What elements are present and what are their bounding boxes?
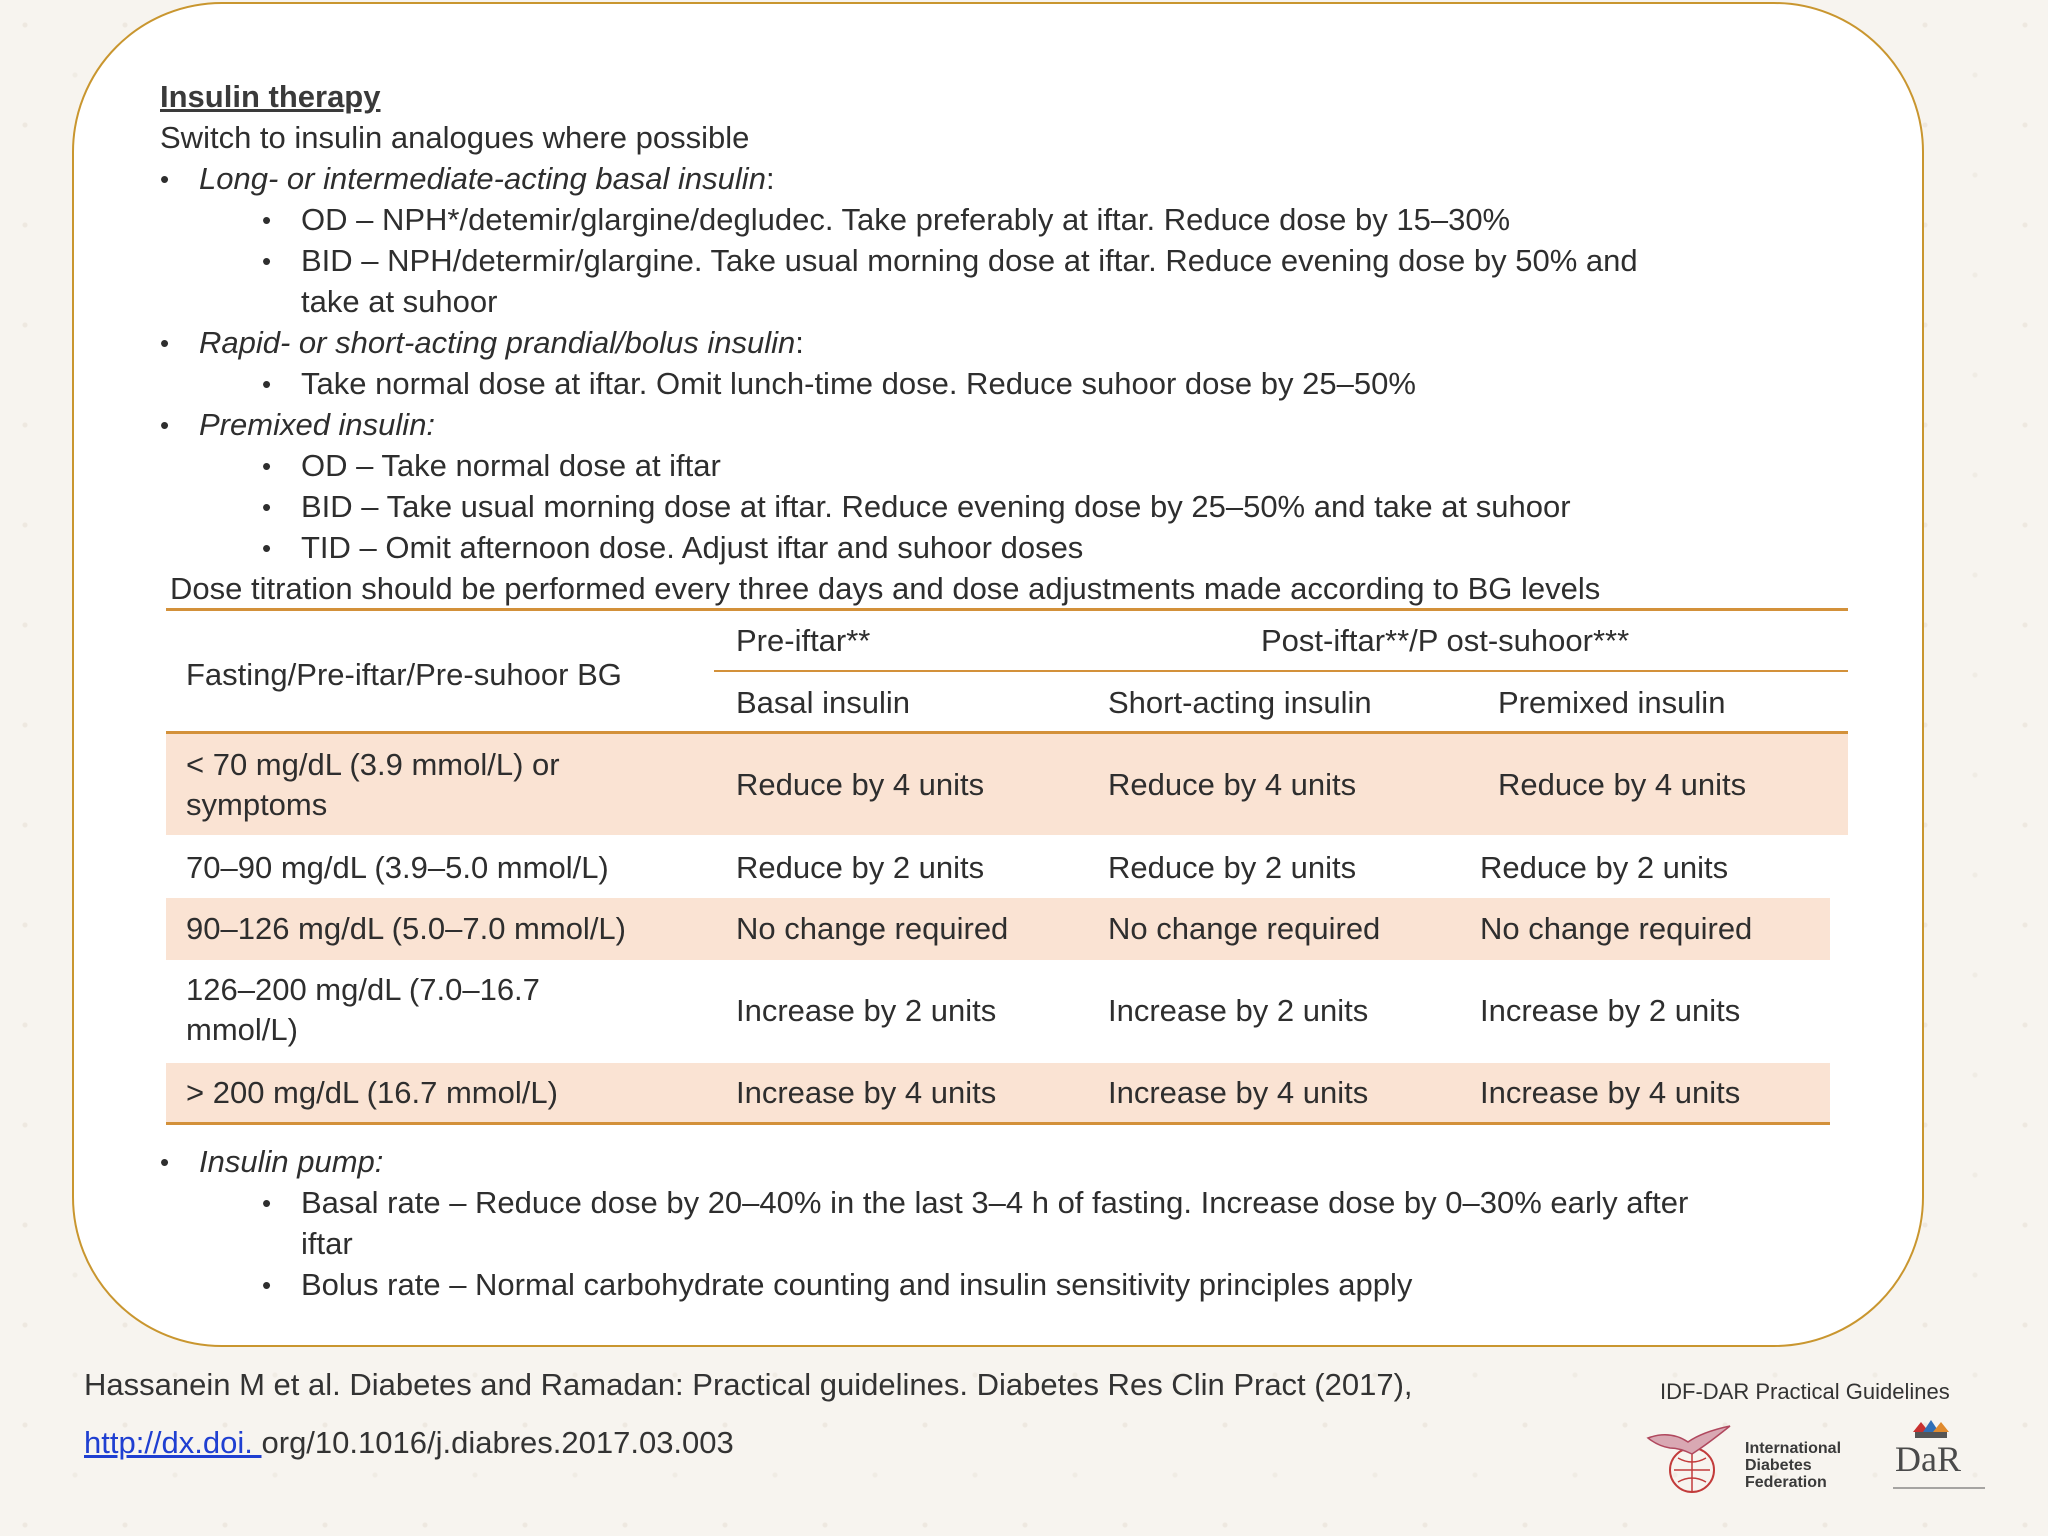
idf-bird-logo [1640, 1420, 1740, 1500]
titration-note: Dose titration should be performed every three days and dose adjustments made according to BG levels [170, 571, 1601, 606]
dar-logo [1885, 1418, 1995, 1498]
row2-premixed: Reduce by 2 units [1480, 850, 1729, 885]
bullet: • [160, 164, 170, 194]
pump-heading: Insulin pump: [199, 1144, 384, 1179]
premixed-item-od: OD – Take normal dose at iftar [301, 448, 721, 483]
pump-item-bolus: Bolus rate – Normal carbohydrate counting and insulin sensitivity principles apply [301, 1267, 1413, 1302]
row5-short: Increase by 4 units [1108, 1075, 1369, 1110]
header-post-iftar: Post-iftar**/P ost-suhoor*** [1261, 623, 1630, 658]
row4-premixed: Increase by 2 units [1480, 993, 1741, 1028]
subheader-short: Short-acting insulin [1108, 685, 1372, 720]
row2-basal: Reduce by 2 units [736, 850, 985, 885]
pump-item-basal-cont: iftar [301, 1226, 353, 1261]
pump-item-basal: Basal rate – Reduce dose by 20–40% in the last 3–4 h of fasting. Increase dose by 0–30% early after [301, 1185, 1689, 1220]
bullet: • [160, 410, 170, 440]
table-rule-bottom [166, 1122, 1830, 1125]
table-rule-sub [714, 670, 1848, 672]
row4-bg-line2: mmol/L) [186, 1012, 298, 1047]
prandial-item: Take normal dose at iftar. Omit lunch-time dose. Reduce suhoor dose by 25–50% [301, 366, 1416, 401]
header-pre-iftar: Pre-iftar** [736, 623, 871, 658]
premixed-item-bid: BID – Take usual morning dose at iftar. Reduce evening dose by 25–50% and take at suhoor [301, 489, 1571, 524]
row3-short: No change required [1108, 911, 1381, 946]
row1-bg-line1: < 70 mg/dL (3.9 mmol/L) or [186, 747, 560, 782]
citation-line1: Hassanein M et al. Diabetes and Ramadan: Practical guidelines. Diabetes Res Clin Pract (2017), [84, 1367, 1413, 1402]
basal-item-od: OD – NPH*/detemir/glargine/degludec. Take preferably at iftar. Reduce dose by 15–30% [301, 202, 1511, 237]
row1-bg-line2: symptoms [186, 787, 328, 822]
dar-wordmark: DaR [1895, 1439, 1961, 1479]
row4-short: Increase by 2 units [1108, 993, 1369, 1028]
bullet: • [262, 492, 272, 522]
subheader-basal: Basal insulin [736, 685, 911, 720]
row2-short: Reduce by 2 units [1108, 850, 1357, 885]
table-rule-top [166, 608, 1848, 611]
bullet: • [262, 205, 272, 235]
citation-line2: http://dx.doi. org/10.1016/j.diabres.2017.03.003 [84, 1425, 734, 1460]
row1-short: Reduce by 4 units [1108, 767, 1357, 802]
idf-wordmark: International Diabetes Federation [1745, 1440, 1842, 1491]
row3-basal: No change required [736, 911, 1009, 946]
header-bg: Fasting/Pre-iftar/Pre-suhoor BG [186, 657, 622, 692]
row2-bg: 70–90 mg/dL (3.9–5.0 mmol/L) [186, 850, 609, 885]
subheader-premixed: Premixed insulin [1498, 685, 1726, 720]
basal-item-bid: BID – NPH/determir/glargine. Take usual morning dose at iftar. Reduce evening dose by 50% and [301, 243, 1638, 278]
bullet: • [160, 328, 170, 358]
row3-premixed: No change required [1480, 911, 1753, 946]
basal-heading: Long- or intermediate-acting basal insulin: [199, 161, 775, 196]
premixed-item-tid: TID – Omit afternoon dose. Adjust iftar and suhoor doses [301, 530, 1084, 565]
row4-basal: Increase by 2 units [736, 993, 997, 1028]
bullet: • [262, 451, 272, 481]
bullet: • [262, 1188, 272, 1218]
row5-basal: Increase by 4 units [736, 1075, 997, 1110]
row1-basal: Reduce by 4 units [736, 767, 985, 802]
bullet: • [160, 1147, 170, 1177]
basal-item-bid-cont: take at suhoor [301, 284, 498, 319]
row5-premixed: Increase by 4 units [1480, 1075, 1741, 1110]
bullet: • [262, 1270, 272, 1300]
guidelines-label: IDF-DAR Practical Guidelines [1660, 1379, 1950, 1404]
row4-bg-line1: 126–200 mg/dL (7.0–16.7 [186, 972, 540, 1007]
bullet: • [262, 533, 272, 563]
intro-text: Switch to insulin analogues where possible [160, 120, 750, 155]
row5-bg: > 200 mg/dL (16.7 mmol/L) [186, 1075, 558, 1110]
premixed-heading: Premixed insulin: [199, 407, 436, 442]
prandial-heading: Rapid- or short-acting prandial/bolus insulin: [199, 325, 804, 360]
bullet: • [262, 369, 272, 399]
page-title: Insulin therapy [160, 79, 381, 114]
row3-bg: 90–126 mg/dL (5.0–7.0 mmol/L) [186, 911, 626, 946]
bullet: • [262, 246, 272, 276]
doi-link[interactable]: http://dx.doi. [84, 1425, 262, 1460]
row1-premixed: Reduce by 4 units [1498, 767, 1747, 802]
